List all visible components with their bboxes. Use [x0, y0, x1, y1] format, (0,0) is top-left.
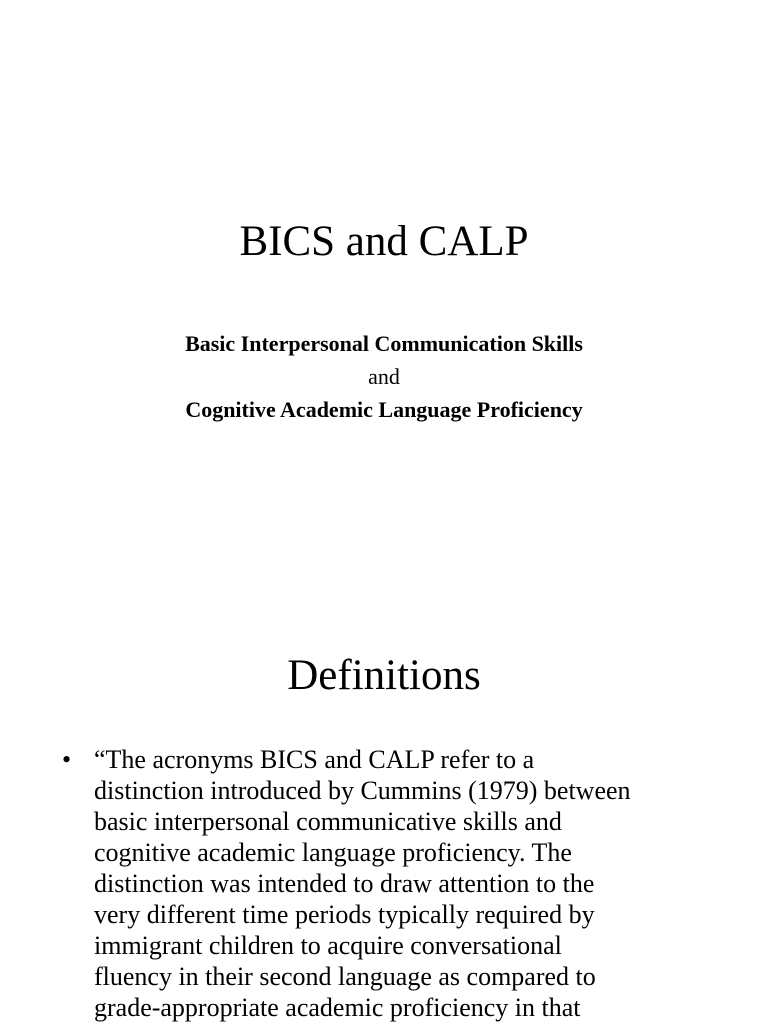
bullet-line: immigrant children to acquire conversational — [94, 931, 562, 960]
bullet-icon: • — [62, 745, 72, 774]
slide-title: BICS and CALP — [239, 218, 529, 265]
subtitle-line-calp: Cognitive Academic Language Proficiency — [185, 397, 583, 422]
bullet-item — [62, 744, 702, 1023]
bullet-line: grade-appropriate academic proficiency in that — [94, 993, 581, 1022]
bullet-line: fluency in their second language as compared to — [94, 962, 596, 991]
subtitle-line-and: and — [368, 364, 400, 389]
bullet-line: distinction introduced by Cummins (1979) between — [94, 776, 631, 805]
section-title: Definitions — [287, 652, 481, 699]
definitions-slide — [0, 600, 768, 1024]
subtitle-line-bics: Basic Interpersonal Communication Skills — [185, 331, 583, 356]
bullet-line: “The acronyms BICS and CALP refer to a — [94, 745, 535, 774]
bullet-line: very different time periods typically required by — [94, 900, 595, 929]
bullet-list — [62, 744, 702, 1023]
bullet-line: cognitive academic language proficiency. The — [94, 838, 572, 867]
bullet-line: distinction was intended to draw attention to the — [94, 869, 595, 898]
subtitle-block — [0, 327, 768, 426]
bullet-line: basic interpersonal communicative skills and — [94, 807, 562, 836]
